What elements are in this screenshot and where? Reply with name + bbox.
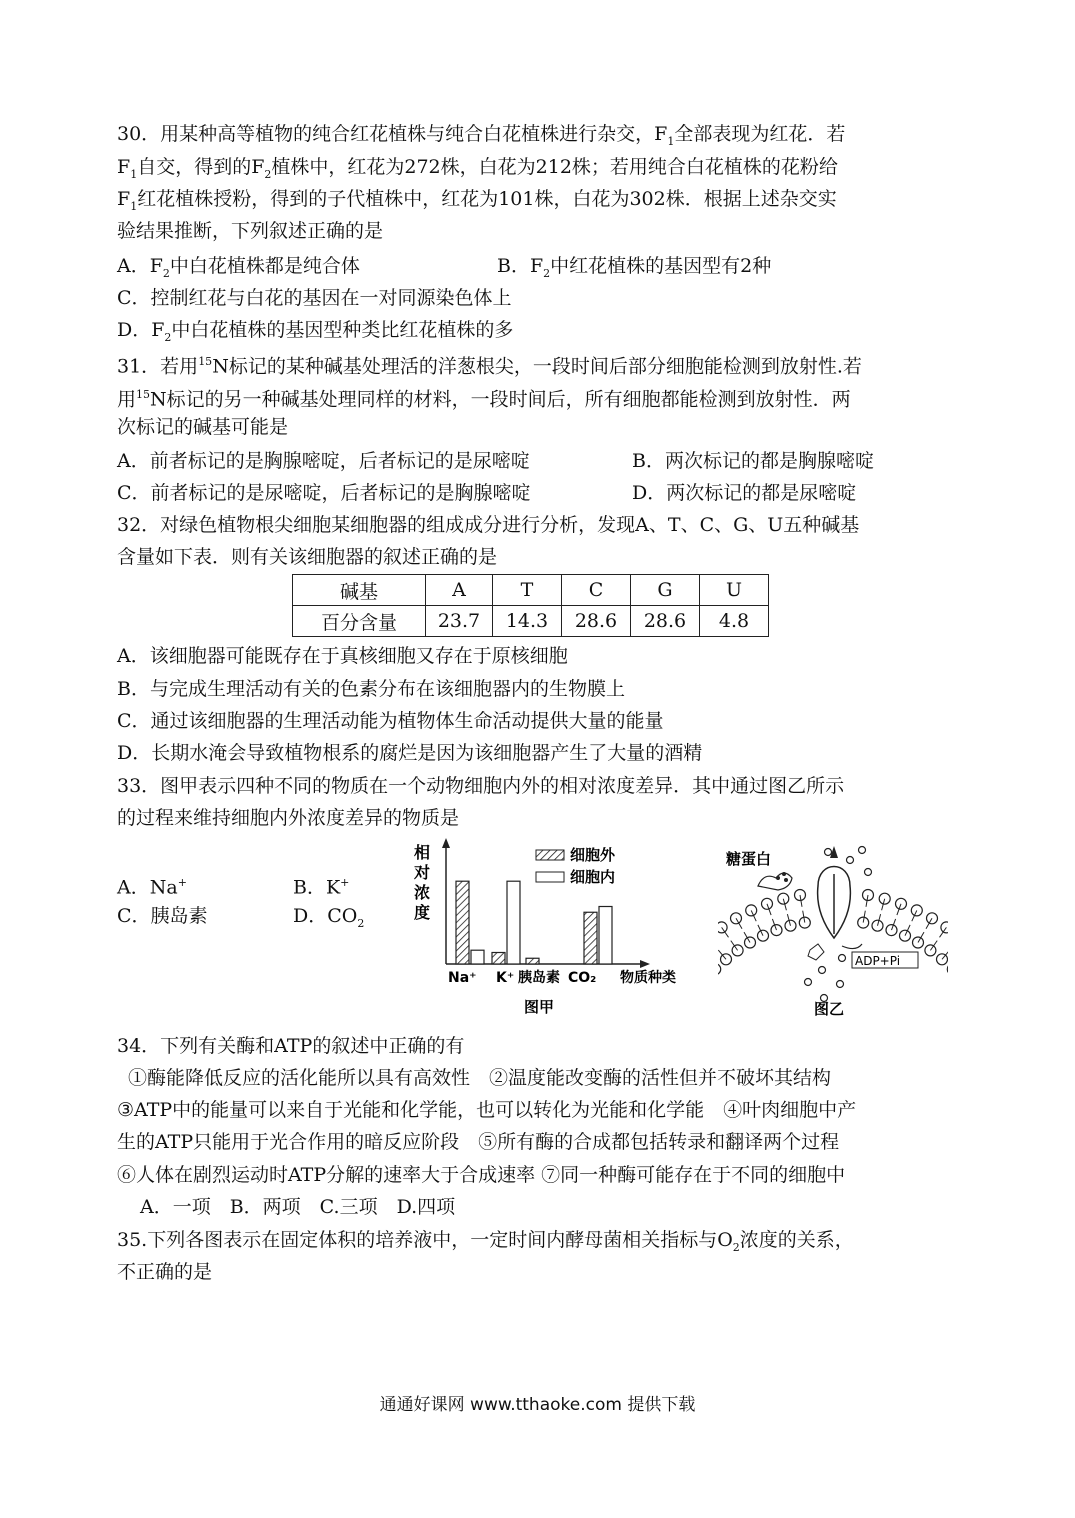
table-cell: 碱基 — [293, 575, 426, 606]
legend-inside: 细胞内 — [570, 868, 616, 886]
table-cell: 14.3 — [493, 606, 562, 637]
q32-line-2: 含量如下表．则有关该细胞器的叙述正确的是 — [117, 546, 498, 568]
table-row — [293, 606, 769, 637]
molecule — [865, 869, 872, 876]
q32-option-d: D．长期水淹会导致植物根系的腐烂是因为该细胞器产生了大量的酒精 — [117, 742, 703, 764]
q31-line-1: 31．若用$^{15}$N标记的某种碱基处理活的洋葱根尖，一段时间后部分细胞能检测到放射性.若 — [117, 355, 862, 378]
molecule — [859, 847, 866, 854]
q32-option-a: A．该细胞器可能既存在于真核细胞又存在于原核细胞 — [117, 645, 568, 667]
q30-line-2: $F_1$自交，得到的$F_2$植株中，红花为272株，白花为212株；若用纯合白花植株的花粉给 — [117, 156, 838, 181]
q33-option-a: A．Na+ — [117, 876, 187, 899]
q32-option-c: C．通过该细胞器的生理活动能为植物体生命活动提供大量的能量 — [117, 710, 664, 732]
legend-swatch-outside — [536, 850, 564, 860]
q33-option-c: C．胰岛素 — [117, 905, 208, 927]
lipid-head — [718, 922, 727, 933]
lipid-head — [896, 898, 907, 909]
molecule — [825, 849, 832, 856]
bar-inside — [599, 907, 612, 965]
figure-jia-caption: 图甲 — [524, 998, 555, 1016]
lipid-head — [872, 920, 883, 931]
figure-yi-caption: 图乙 — [814, 1000, 845, 1018]
lipid-head — [758, 930, 769, 941]
y-label-char: 对 — [414, 863, 431, 882]
y-label-char: 相 — [414, 843, 431, 862]
table-cell: 28.6 — [562, 606, 631, 637]
q35-line-1: 35.下列各图表示在固定体积的培养液中，一定时间内酵母菌相关指标与$O_2$浓度的关系， — [117, 1229, 854, 1254]
lipid-head — [927, 913, 938, 924]
lipid-head — [732, 945, 743, 956]
q31-option-a: A．前者标记的是胸腺嘧啶，后者标记的是尿嘧啶 — [117, 450, 530, 472]
bar-group — [456, 881, 612, 964]
q31-line-3: 次标记的碱基可能是 — [117, 416, 289, 438]
molecule — [805, 979, 812, 986]
table-cell: T — [493, 575, 562, 606]
y-axis-arrow — [442, 838, 450, 848]
figure-jia-bar-chart — [408, 836, 708, 1020]
molecule — [839, 955, 846, 962]
table-row — [293, 575, 769, 606]
glycoprotein-dot — [784, 878, 788, 882]
q31-option-d: D．两次标记的都是尿嘧啶 — [632, 482, 857, 504]
category-co2: CO₂ — [568, 970, 597, 986]
bar-outside — [456, 881, 469, 964]
adp-label: ADP+Pi — [855, 954, 901, 968]
lipid-head — [762, 898, 773, 909]
q30-option-c: C．控制红花与白花的基因在一对同源染色体上 — [117, 287, 512, 309]
glycoprotein-dot — [782, 872, 786, 876]
q33-line-2: 的过程来维持细胞内外浓度差异的物质是 — [117, 807, 460, 829]
table-cell: U — [700, 575, 769, 606]
atp-arrow — [842, 944, 862, 949]
q34-line-1: 34．下列有关酶和ATP的叙述中正确的有 — [117, 1035, 465, 1057]
lipid-head — [947, 964, 948, 975]
bar-outside — [492, 953, 505, 965]
molecule — [837, 981, 844, 988]
glycoprotein-dot — [776, 876, 780, 880]
x-axis-label: 物质种类 — [620, 970, 676, 986]
bar-inside — [507, 881, 520, 964]
glycoprotein-label: 糖蛋白 — [726, 850, 772, 868]
legend-outside: 细胞外 — [570, 846, 616, 864]
q34-line-4: 生的ATP只能用于光合作用的暗反应阶段 ⑤所有酶的合成都包括转录和翻译两个过程 — [117, 1131, 840, 1153]
q31-option-b: B．两次标记的都是胸腺嘧啶 — [632, 450, 874, 472]
q35-line-2: 不正确的是 — [117, 1261, 213, 1283]
y-label-char: 浓 — [414, 883, 431, 902]
q30-line-4: 验结果推断，下列叙述正确的是 — [117, 220, 384, 242]
base-content-table — [292, 574, 769, 637]
lipid-head — [925, 945, 936, 956]
q31-option-c: C．前者标记的是尿嘧啶，后者标记的是胸腺嘧啶 — [117, 482, 531, 504]
figure-yi-membrane-diagram — [718, 838, 948, 1020]
category-na: Na⁺ — [448, 970, 477, 986]
x-axis-arrow — [640, 960, 650, 968]
table-cell: 4.8 — [700, 606, 769, 637]
table-cell: 百分含量 — [293, 606, 426, 637]
molecule — [847, 857, 854, 864]
q33-option-d: D．$CO_2$ — [293, 905, 365, 930]
q32-option-b: B．与完成生理活动有关的色素分布在该细胞器内的生物膜上 — [117, 678, 625, 700]
bar-outside — [526, 958, 539, 964]
table-cell: C — [562, 575, 631, 606]
lipid-head — [731, 913, 742, 924]
table-cell: 23.7 — [426, 606, 493, 637]
q31-line-2: 用$^{15}$N标记的另一种碱基处理同样的材料，一段时间后，所有细胞都能检测到放射性．两 — [117, 388, 851, 411]
lipid-head — [941, 922, 948, 933]
q30-line-3: $F_1$红花植株授粉，得到的子代植株中，红花为101株，白花为302株．根据上述杂交实 — [117, 188, 837, 213]
q34-line-5: ⑥人体在剧烈运动时ATP分解的速率大于合成速率 ⑦同一种酶可能存在于不同的细胞中 — [117, 1164, 846, 1186]
y-axis-label — [413, 843, 430, 922]
category-insulin: 胰岛素 — [518, 970, 560, 986]
legend-swatch-inside — [536, 872, 564, 882]
q32-line-1: 32．对绿色植物根尖细胞某细胞器的组成成分进行分析，发现A、T、C、G、U五种碱基 — [117, 514, 860, 536]
table-cell: G — [631, 575, 700, 606]
energy-burst-icon — [808, 944, 824, 960]
q33-option-b: B．K+ — [293, 876, 350, 899]
y-label-char: 度 — [414, 903, 431, 922]
q33-line-1: 33．图甲表示四种不同的物质在一个动物细胞内外的相对浓度差异．其中通过图乙所示 — [117, 775, 845, 797]
q34-line-2: ①酶能降低反应的活化能所以具有高效性 ②温度能改变酶的活性但并不破坏其结构 — [128, 1067, 832, 1089]
page-footer: 通通好课网 www.tthaoke.com 提供下载 — [379, 1395, 696, 1415]
q30-line-1: 30．用某种高等植物的纯合红花植株与纯合白花植株进行杂交，$F_1$全部表现为红花．若 — [117, 123, 846, 148]
table-cell: 28.6 — [631, 606, 700, 637]
q30-option-b: B．$F_2$中红花植株的基因型有2种 — [497, 255, 772, 280]
q30-option-d: D．$F_2$中白花植株的基因型种类比红花植株的多 — [117, 319, 514, 344]
lipid-head — [900, 930, 911, 941]
molecule — [819, 967, 826, 974]
bar-outside — [584, 912, 597, 964]
lipid-head — [785, 920, 796, 931]
q34-options: A．一项 B．两项 C.三项 D.四项 — [140, 1196, 456, 1218]
bar-inside — [471, 950, 484, 964]
q30-option-a: A．$F_2$中白花植株都是纯合体 — [117, 255, 360, 280]
category-k: K⁺ — [496, 970, 515, 986]
lipid-head — [718, 964, 721, 975]
q34-line-3: ③ATP中的能量可以来自于光能和化学能，也可以转化为光能和化学能 ④叶肉细胞中产 — [117, 1099, 857, 1121]
table-cell: A — [426, 575, 493, 606]
